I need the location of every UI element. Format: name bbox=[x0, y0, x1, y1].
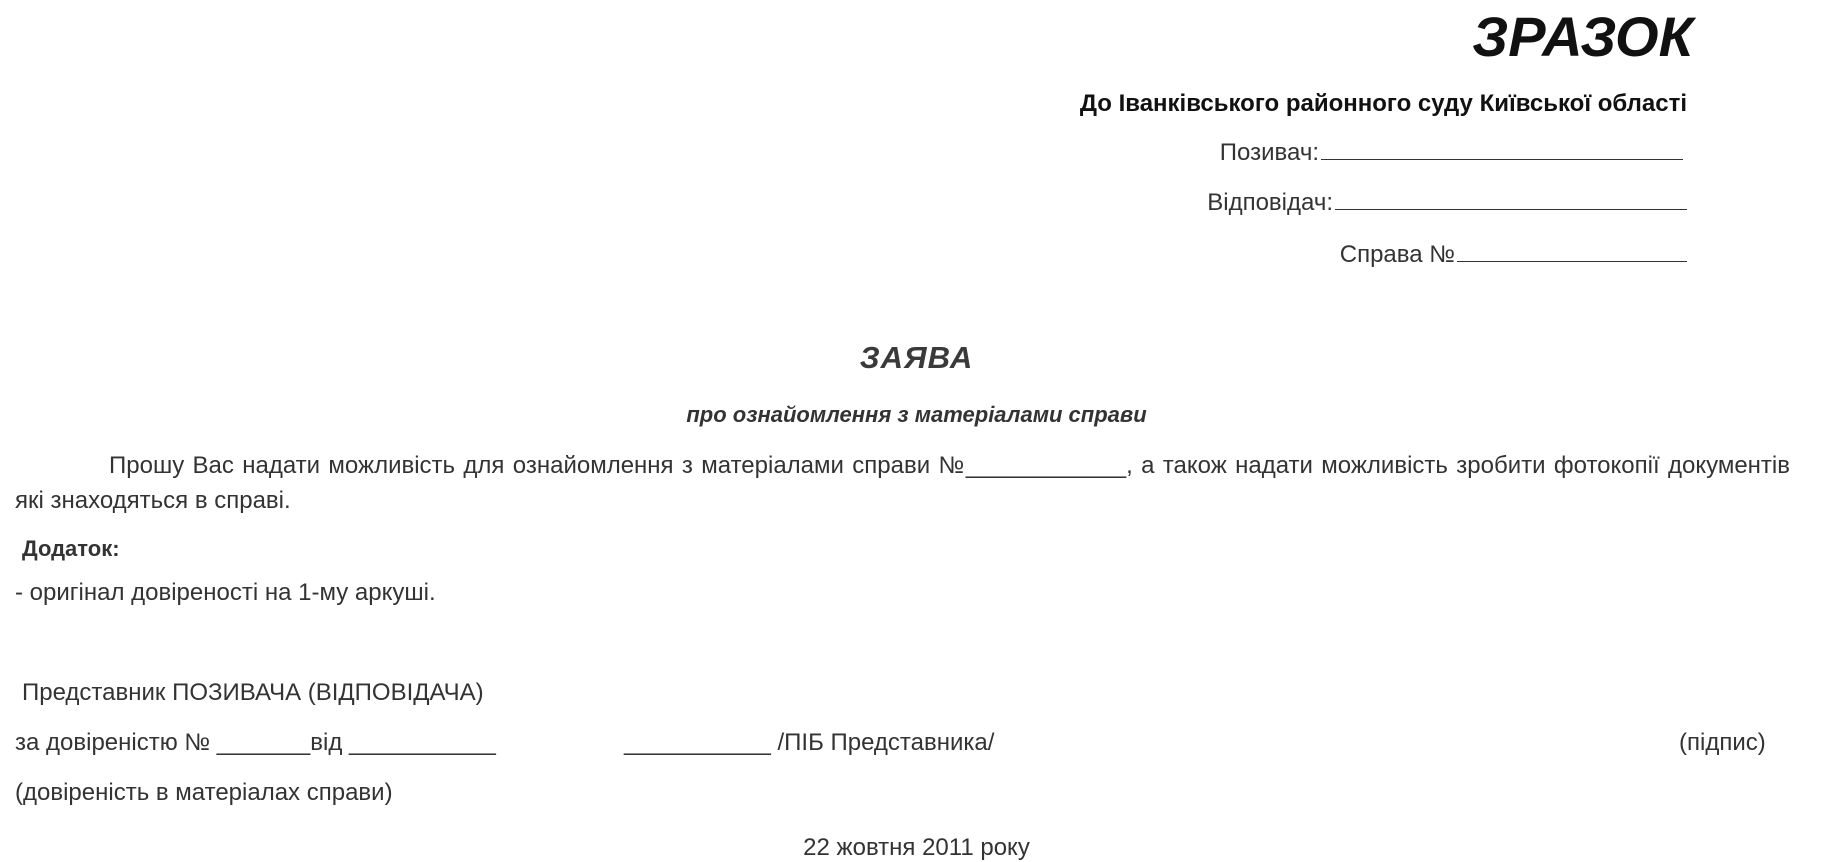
defendant-blank-line bbox=[1335, 208, 1687, 210]
representative-label: Представник ПОЗИВАЧА (ВІДПОВІДАЧА) bbox=[22, 679, 484, 706]
document-title: ЗАЯВА bbox=[859, 340, 974, 375]
signature-label: (підпис) bbox=[1679, 729, 1766, 756]
defendant-label: Відповідач: bbox=[1207, 189, 1333, 216]
proxy-line: за довіреністю № _______від ___________ bbox=[15, 729, 496, 756]
document-date: 22 жовтня 2011 року bbox=[803, 834, 1030, 861]
representative-name-line: ___________ /ПІБ Представника/ bbox=[624, 729, 995, 756]
request-paragraph bbox=[15, 448, 1790, 518]
defendant-field bbox=[1207, 189, 1687, 217]
sample-stamp: ЗРАЗОК bbox=[1472, 5, 1693, 68]
document-subtitle: про ознайомлення з матеріалами справи bbox=[686, 402, 1147, 427]
plaintiff-field bbox=[1220, 139, 1683, 167]
case-number-label: Справа № bbox=[1339, 241, 1455, 268]
case-number-blank-line bbox=[1457, 260, 1687, 262]
case-number-field bbox=[1340, 241, 1687, 269]
attachment-item: - оригінал довіреності на 1-му аркуші. bbox=[15, 579, 436, 606]
attachments-heading: Додаток: bbox=[22, 536, 120, 561]
proxy-note: (довіреність в матеріалах справи) bbox=[15, 779, 393, 806]
court-addressee: До Іванківського районного суду Київської області bbox=[1079, 90, 1687, 117]
plaintiff-label: Позивач: bbox=[1219, 139, 1319, 166]
plaintiff-blank-line bbox=[1321, 158, 1683, 160]
request-text: Прошу Вас надати можливість для ознайомлення з матеріалами справи №____________, а також надати можливість зробити фотокопії документів які знаходяться в справі. bbox=[15, 452, 1790, 514]
